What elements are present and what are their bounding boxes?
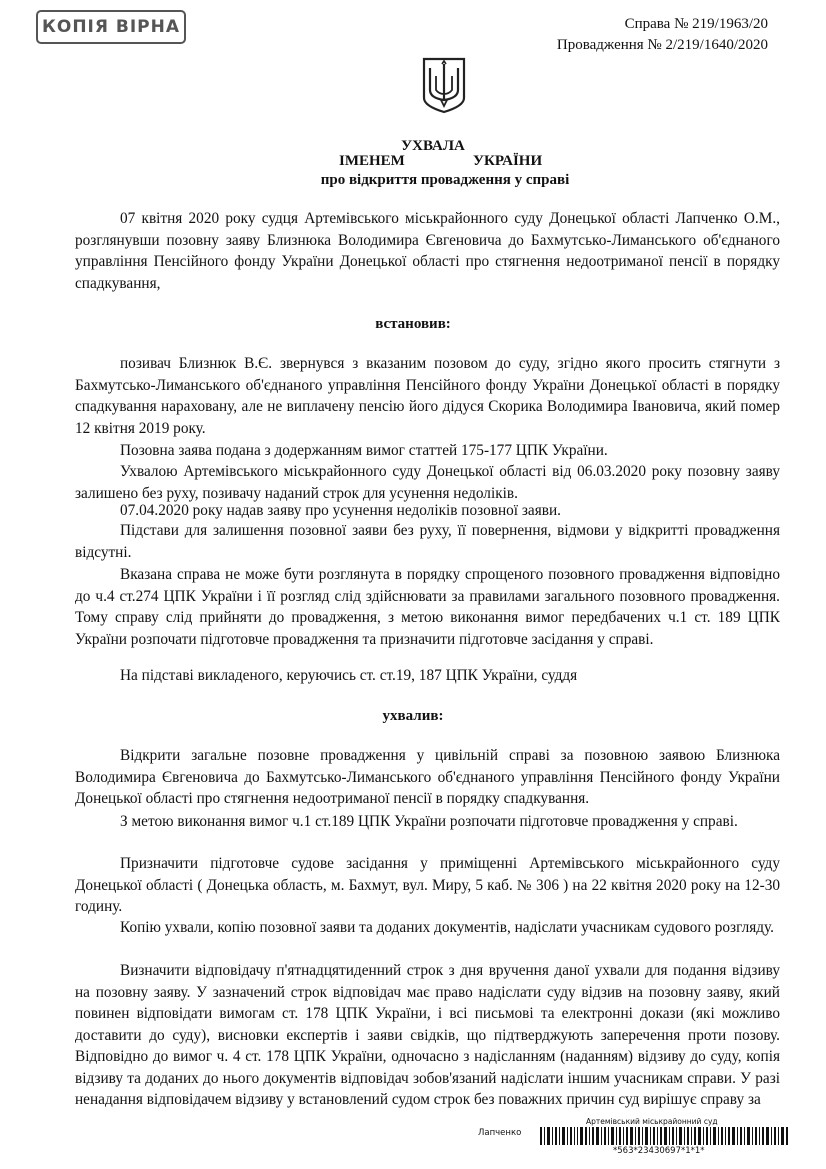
established-paragraph-1: позивач Близнюк В.Є. звернувся з вказаним позовом до суду, згідно якого просить стягнути з Бахмутсько-Лиманського об'єднаного управління Пенсійного фонду України Донецької області в порядку спадкування нараховану, але не виплачену пенсію його дідуся Скорика Володимира Івановича, який помер 12 квітня 2019 року. xyxy=(75,355,780,437)
established-paragraph-2: Позовна заява подана з додержанням вимог статтей 175-177 ЦПК України. xyxy=(120,442,608,459)
ruled-paragraph-2: З метою виконання вимог ч.1 ст.189 ЦПК України розпочати підготовче провадження у справі. xyxy=(120,813,738,830)
footer-barcode-block xyxy=(478,1117,798,1159)
intro-paragraph: 07 квітня 2020 року судця Артемівського міськрайонного суду Донецької області Лапченко О.М., розглянувши позовну заяву Близнюка Володимира Євгеновича до Бахмутсько-Лиманського об'єднаного управління Пенсійного фонду України Донецької області про стягнення недоотриманої пенсії в порядку спадкування, xyxy=(75,210,780,292)
established-paragraph-3: Ухвалою Артемівського міськрайонного суду Донецької області від 06.03.2020 року позовну заяву залишено без руху, позивачу наданий строк для усунення недоліків. xyxy=(75,463,780,502)
document-subtitle: про відкриття провадження у справі xyxy=(320,172,570,188)
document-title: УХВАЛА xyxy=(401,138,465,154)
ruled-paragraph-3: Призначити підготовче судове засідання у приміщенні Артемівського міськрайонного суду Донецької області ( Донецька область, м. Бахмут, вул. Миру, 5 каб. № 306 ) на 22 квітня 2020 року на 12-30 годину. xyxy=(75,855,780,915)
established-paragraph-6: Вказана справа не може бути розглянута в порядку спрощеного позовного провадження відповідно до ч.4 ст.274 ЦПК України і її розгляд слід здійснювати за правилами загального позовного провадження. Тому справу слід прийняти до провадження, з метою виконання вимог передбачених ч.1 ст. 189 ЦПК України розпочати підготовче провадження та призначити підготовче засідання у справі. xyxy=(75,566,780,648)
established-paragraph-5: Підстави для залишення позовної заяви без руху, її повернення, відмови у відкритті провадження відсутні. xyxy=(75,522,780,561)
ruled-paragraph-1: Відкрити загальне позовне провадження у цивільній справі за позовною заявою Близнюка Володимира Євгеновича до Бахмутсько-Лиманського об'єднаного управління Пенсійного фонду України Донецької області про стягнення недоотриманої пенсії в порядку спадкування. xyxy=(75,747,780,807)
case-info xyxy=(557,14,768,56)
established-heading: встановив: xyxy=(375,316,451,332)
footer-document-code: *563*23430697*1*1* xyxy=(613,1146,705,1156)
trident-emblem-icon xyxy=(421,56,467,114)
footer-judge-name: Лапченко xyxy=(478,1128,522,1138)
ruled-paragraph-4: Копію ухвали, копію позовної заяви та доданих документів, надіслати учасникам судового розгляду. xyxy=(120,919,774,936)
proceeding-number: Провадження № 2/219/1640/2020 xyxy=(556,37,768,53)
title-word-1: ІМЕНЕМ xyxy=(339,153,405,169)
title-word-2: УКРАЇНИ xyxy=(473,153,543,169)
case-number: Справа № 219/1963/20 xyxy=(624,16,768,32)
ruled-heading: ухвалив: xyxy=(382,708,444,724)
certified-copy-stamp: КОПІЯ ВІРНА xyxy=(36,10,186,44)
footer-court-name: Артемівський міськрайонний суд xyxy=(586,1117,718,1126)
barcode xyxy=(540,1127,790,1145)
ruled-paragraph-5: Визначити відповідачу п'ятнадцятиденний строк з дня вручення даної ухвали для подання відзиву на позовну заяву. У зазначений строк відповідач має право надіслати суду відзив на позовну заяву, який повинен відповідати вимогам ст. 178 ЦПК України, і всі письмові та електронні докази (які можливо доставити до суду), висновки експертів і заяви свідків, що підтверджують заперечення проти позову. Відповідно до вимог ч. 4 ст. 178 ЦПК України, одночасно з надісланням (наданням) відзиву до суду, копія відзиву та доданих до нього документів відповідач зобов'язаний надіслати іншим учасникам справи. У разі ненадання відповідачем відзиву у встановлений судом строк без поважних причин суд вирішує справу за xyxy=(75,962,780,1108)
established-paragraph-7: На підставі викладеного, керуючись ст. ст.19, 187 ЦПК України, суддя xyxy=(120,667,578,684)
established-paragraph-4: 07.04.2020 року надав заяву про усунення недоліків позовної заяви. xyxy=(120,502,561,519)
